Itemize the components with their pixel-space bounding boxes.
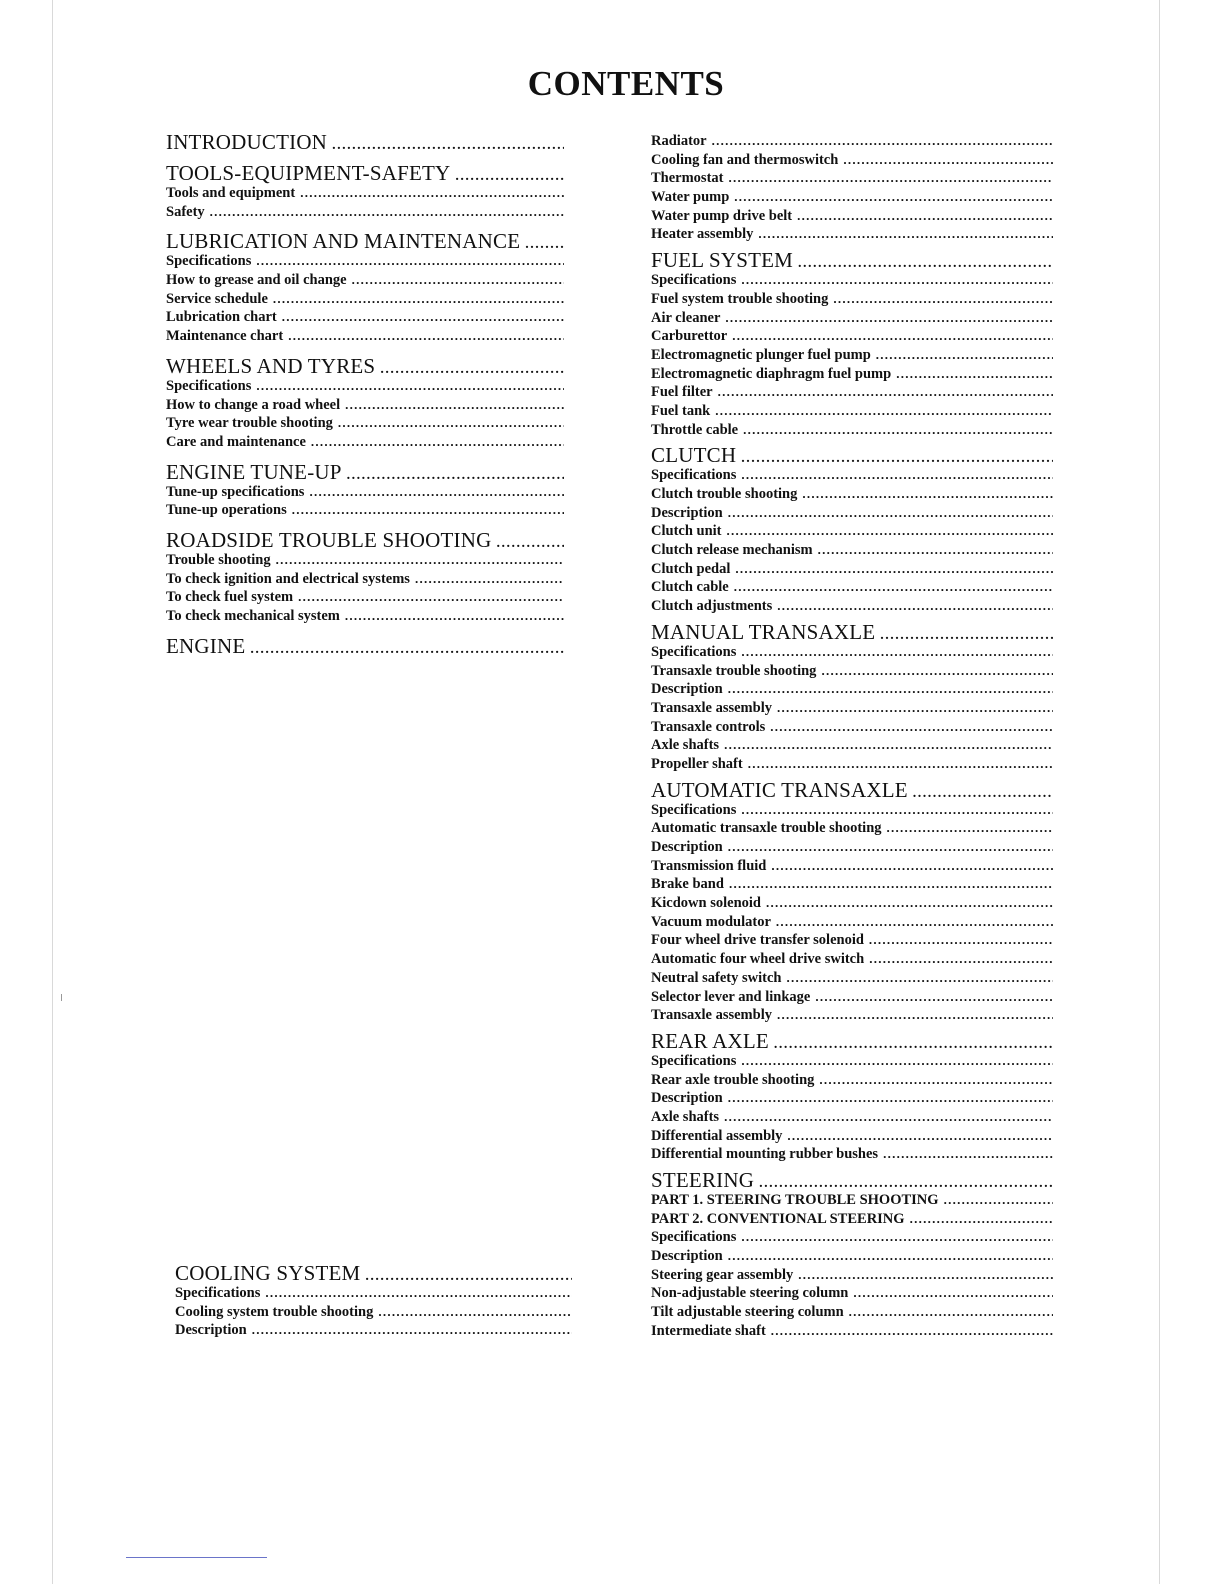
- dot-leader: [787, 1127, 1053, 1146]
- toc-entry: [651, 1052, 1053, 1071]
- toc-entry-label: Radiator: [651, 133, 707, 149]
- toc-entry-label: Tune-up specifications: [166, 483, 305, 500]
- toc-entry-label: Description: [651, 839, 723, 855]
- dot-leader: [883, 1145, 1053, 1164]
- toc-entry-label: Brake band: [651, 876, 724, 893]
- dot-leader: [880, 625, 1053, 643]
- toc-entry-label: Specifications: [651, 1229, 737, 1246]
- section-heading: [175, 1262, 572, 1284]
- toc-entry-label: Four wheel drive transfer solenoid: [651, 932, 864, 949]
- toc-entry: [651, 560, 1053, 579]
- toc-entry-label: Description: [651, 1090, 723, 1107]
- section-heading: [166, 529, 564, 551]
- dot-leader: [732, 327, 1053, 346]
- dot-leader: [843, 151, 1053, 170]
- right-page-edge: [1159, 0, 1160, 1584]
- dot-leader: [759, 1173, 1053, 1191]
- toc-entry: [651, 383, 1053, 402]
- footer-rule: [126, 1557, 267, 1558]
- section-heading-label: ROADSIDE TROUBLE SHOOTING: [166, 528, 492, 551]
- section-heading: [651, 779, 1053, 801]
- toc-entry: [651, 894, 1053, 913]
- toc-entry: [175, 1303, 572, 1322]
- dot-leader: [729, 169, 1054, 188]
- toc-entry-label: Air cleaner: [651, 309, 721, 326]
- toc-entry-label: Transaxle trouble shooting: [651, 662, 817, 679]
- section-heading: [166, 162, 564, 184]
- toc-entry: [166, 607, 564, 626]
- toc-entry-label: Specifications: [175, 1285, 261, 1301]
- toc-entry-label: Automatic transaxle trouble shooting: [651, 820, 882, 837]
- toc-entry-label: Safety: [166, 203, 205, 220]
- section-heading-label: LUBRICATION AND MAINTENANCE: [166, 230, 521, 253]
- dot-leader: [252, 1321, 572, 1340]
- toc-entry: [651, 1127, 1053, 1146]
- toc-entry-label: Description: [651, 681, 723, 698]
- section-heading-label: WHEELS AND TYRES: [166, 354, 376, 377]
- toc-entry-label: Electromagnetic diaphragm fuel pump: [651, 365, 892, 382]
- toc-entry: [166, 377, 564, 396]
- toc-entry: [651, 680, 1053, 699]
- toc-entry: [651, 988, 1053, 1007]
- dot-leader: [913, 783, 1053, 801]
- section-heading: [651, 1169, 1053, 1191]
- toc-entry-label: To check fuel system: [166, 589, 294, 606]
- dot-leader: [774, 1034, 1053, 1052]
- toc-entry-label: Water pump: [651, 189, 730, 206]
- toc-entry-label: Tilt adjustable steering column: [651, 1304, 844, 1321]
- toc-entry-label: Throttle cable: [651, 421, 739, 438]
- toc-entry: [651, 1006, 1053, 1025]
- toc-entry: [651, 1266, 1053, 1285]
- toc-entry-label: Fuel system trouble shooting: [651, 290, 829, 307]
- dot-leader: [741, 466, 1053, 485]
- toc-entry: [651, 290, 1053, 309]
- toc-entry: [651, 522, 1053, 541]
- toc-entry: [651, 857, 1053, 876]
- section-heading-label: TOOLS-EQUIPMENT-SAFETY: [166, 162, 451, 184]
- toc-entry: [651, 597, 1053, 616]
- dot-leader: [415, 570, 564, 589]
- dot-leader: [276, 551, 564, 570]
- dot-leader: [727, 522, 1053, 541]
- toc-entry: [651, 132, 1053, 151]
- dot-leader: [309, 483, 564, 502]
- dot-leader: [819, 1071, 1053, 1090]
- toc-entry: [651, 271, 1053, 290]
- dot-leader: [818, 541, 1053, 560]
- toc-entry: [651, 309, 1053, 328]
- dot-leader: [525, 234, 564, 252]
- dot-leader: [815, 988, 1053, 1007]
- dot-leader: [869, 931, 1053, 950]
- dot-leader: [777, 1006, 1053, 1025]
- dot-leader: [311, 433, 564, 452]
- dot-leader: [869, 950, 1053, 969]
- toc-entry-label: Clutch release mechanism: [651, 542, 813, 559]
- toc-entry: [166, 308, 564, 327]
- section-heading-label: MANUAL TRANSAXLE: [651, 620, 876, 643]
- dot-leader: [802, 485, 1053, 504]
- dot-leader: [910, 1210, 1053, 1229]
- section-heading-label: COOLING SYSTEM: [175, 1262, 361, 1284]
- toc-entry-label: Differential assembly: [651, 1127, 783, 1144]
- toc-entry: [651, 801, 1053, 820]
- toc-entry: [651, 969, 1053, 988]
- dot-leader: [741, 801, 1053, 820]
- toc-entry: [651, 225, 1053, 244]
- section-heading: [651, 444, 1053, 466]
- toc-entry: [651, 151, 1053, 170]
- toc-entry-label: Non-adjustable steering column: [651, 1285, 849, 1302]
- toc-entry-label: Specifications: [651, 272, 737, 289]
- dot-leader: [729, 875, 1053, 894]
- dot-leader: [715, 402, 1053, 421]
- toc-entry-label: Specifications: [651, 801, 737, 818]
- toc-entry-label: Kicdown solenoid: [651, 895, 761, 912]
- toc-entry-label: Transaxle controls: [651, 718, 766, 735]
- toc-entry-label: Axle shafts: [651, 737, 720, 754]
- dot-leader: [776, 913, 1053, 932]
- toc-entry-label: How to change a road wheel: [166, 396, 341, 413]
- dot-leader: [288, 327, 564, 346]
- toc-entry: [166, 551, 564, 570]
- toc-entry: [651, 327, 1053, 346]
- toc-entry-label: Description: [651, 1248, 723, 1265]
- dot-leader: [777, 597, 1053, 616]
- dot-leader: [743, 421, 1053, 440]
- dot-leader: [724, 736, 1053, 755]
- dot-leader: [734, 578, 1053, 597]
- toc-entry: [651, 875, 1053, 894]
- toc-entry-label: To check mechanical system: [166, 608, 340, 624]
- toc-entry: [651, 1108, 1053, 1127]
- dot-leader: [849, 1303, 1053, 1322]
- toc-entry: [651, 1247, 1053, 1266]
- dot-leader: [876, 346, 1053, 365]
- toc-entry-label: Tune-up operations: [166, 502, 287, 519]
- toc-entry-label: Service schedule: [166, 290, 268, 307]
- dot-leader: [741, 271, 1053, 290]
- toc-entry-label: Axle shafts: [651, 1108, 720, 1125]
- toc-entry: [166, 483, 564, 502]
- dot-leader: [786, 969, 1053, 988]
- toc-entry-label: Specifications: [651, 467, 737, 484]
- dot-leader: [887, 819, 1053, 838]
- toc-entry-label: Clutch pedal: [651, 560, 731, 577]
- toc-entry-label: PART 1. STEERING TROUBLE SHOOTING: [651, 1192, 939, 1208]
- dot-leader: [365, 1266, 572, 1284]
- toc-entry-label: Neutral safety switch: [651, 969, 782, 986]
- dot-leader: [292, 501, 564, 520]
- toc-entry: [651, 1191, 1053, 1210]
- toc-entry: [651, 421, 1053, 440]
- toc-entry: [166, 501, 564, 520]
- toc-entry: [166, 184, 564, 203]
- toc-entry-label: Transmission fluid: [651, 857, 767, 874]
- right-column: [651, 132, 1053, 1341]
- toc-entry: [651, 1145, 1053, 1164]
- toc-entry: [651, 718, 1053, 737]
- dot-leader: [821, 662, 1053, 681]
- dot-leader: [758, 225, 1053, 244]
- toc-entry: [651, 207, 1053, 226]
- toc-entry: [651, 662, 1053, 681]
- dot-leader: [256, 252, 564, 271]
- dot-leader: [770, 718, 1053, 737]
- toc-entry-label: Differential mounting rubber bushes: [651, 1146, 879, 1163]
- dot-leader: [455, 166, 564, 184]
- section-heading: [651, 621, 1053, 643]
- toc-entry-label: Cooling fan and thermoswitch: [651, 151, 839, 168]
- toc-entry-label: Cooling system trouble shooting: [175, 1303, 374, 1320]
- toc-entry-label: Specifications: [651, 1052, 737, 1069]
- dot-leader: [728, 1247, 1053, 1266]
- dot-leader: [798, 1266, 1053, 1285]
- toc-entry-label: Heater assembly: [651, 226, 754, 243]
- toc-entry-label: Fuel tank: [651, 402, 711, 419]
- dot-leader: [282, 308, 564, 327]
- dot-leader: [797, 207, 1053, 226]
- toc-entry-label: PART 2. CONVENTIONAL STEERING: [651, 1210, 905, 1227]
- section-heading-label: ENGINE: [166, 634, 246, 657]
- section-heading: [651, 1030, 1053, 1052]
- toc-entry: [166, 252, 564, 271]
- toc-entry-label: How to grease and oil change: [166, 272, 347, 289]
- dot-leader: [210, 203, 564, 222]
- toc-entry: [651, 365, 1053, 384]
- toc-entry: [651, 188, 1053, 207]
- toc-entry: [651, 755, 1053, 774]
- toc-entry: [651, 1303, 1053, 1322]
- dot-leader: [332, 135, 564, 153]
- toc-entry-label: Transaxle assembly: [651, 1007, 772, 1024]
- toc-entry-label: Fuel filter: [651, 384, 713, 401]
- left-column-upper: [166, 131, 564, 657]
- section-heading: [166, 230, 564, 252]
- dot-leader: [298, 588, 564, 607]
- toc-entry: [651, 838, 1053, 857]
- toc-entry: [166, 203, 564, 222]
- toc-entry: [651, 643, 1053, 662]
- toc-entry-label: Rear axle trouble shooting: [651, 1071, 815, 1088]
- section-heading: [166, 635, 564, 657]
- toc-entry-label: Care and maintenance: [166, 433, 306, 450]
- toc-entry: [651, 1322, 1053, 1341]
- dot-leader: [728, 680, 1053, 699]
- toc-entry: [651, 504, 1053, 523]
- dot-leader: [273, 290, 564, 309]
- dot-leader: [741, 448, 1053, 466]
- toc-entry: [166, 414, 564, 433]
- toc-entry-label: Specifications: [166, 253, 252, 270]
- section-heading-label: REAR AXLE: [651, 1029, 769, 1052]
- dot-leader: [724, 1108, 1053, 1127]
- dot-leader: [853, 1284, 1053, 1303]
- toc-entry-label: Clutch adjustments: [651, 598, 773, 615]
- section-heading-label: AUTOMATIC TRANSAXLE: [651, 778, 908, 801]
- dot-leader: [256, 377, 564, 396]
- toc-entry: [651, 466, 1053, 485]
- section-heading-label: CLUTCH: [651, 444, 737, 467]
- dot-leader: [725, 309, 1053, 328]
- dot-leader: [766, 894, 1053, 913]
- toc-entry-label: Automatic four wheel drive switch: [651, 951, 865, 968]
- toc-entry-label: Clutch cable: [651, 579, 729, 596]
- toc-entry: [651, 699, 1053, 718]
- toc-entry: [651, 950, 1053, 969]
- dot-leader: [777, 699, 1053, 718]
- dot-leader: [718, 383, 1053, 402]
- dot-leader: [378, 1303, 572, 1322]
- toc-entry: [166, 570, 564, 589]
- page-title: CONTENTS: [527, 64, 725, 103]
- dot-leader: [748, 755, 1053, 774]
- toc-entry: [651, 819, 1053, 838]
- dot-leader: [798, 253, 1053, 271]
- left-page-edge: [52, 0, 53, 1584]
- dot-leader: [771, 857, 1053, 876]
- toc-entry-label: Propeller shaft: [651, 755, 743, 772]
- toc-entry-label: Selector lever and linkage: [651, 988, 811, 1005]
- toc-entry-label: Tools and equipment: [166, 185, 296, 201]
- toc-entry: [166, 588, 564, 607]
- toc-entry-label: Maintenance chart: [166, 328, 284, 345]
- dot-leader: [345, 607, 564, 626]
- toc-entry-label: Electromagnetic plunger fuel pump: [651, 346, 871, 363]
- toc-entry: [651, 1071, 1053, 1090]
- toc-entry-label: To check ignition and electrical systems: [166, 570, 410, 587]
- toc-entry: [651, 1210, 1053, 1229]
- toc-entry: [651, 346, 1053, 365]
- toc-entry-label: Description: [651, 504, 723, 521]
- toc-entry: [166, 271, 564, 290]
- toc-entry-label: Vacuum modulator: [651, 913, 771, 930]
- toc-entry-label: Clutch unit: [651, 523, 722, 540]
- toc-entry-label: Intermediate shaft: [651, 1322, 766, 1339]
- dot-leader: [352, 271, 564, 290]
- toc-entry: [651, 1228, 1053, 1247]
- toc-entry-label: Water pump drive belt: [651, 207, 793, 224]
- dot-leader: [735, 560, 1053, 579]
- dot-leader: [833, 290, 1053, 309]
- toc-entry-label: Clutch trouble shooting: [651, 486, 798, 502]
- dot-leader: [741, 643, 1053, 662]
- section-heading: [651, 249, 1053, 271]
- toc-entry-label: Specifications: [166, 377, 252, 394]
- dot-leader: [380, 359, 564, 377]
- dot-leader: [300, 184, 564, 203]
- toc-entry: [651, 485, 1053, 504]
- dot-leader: [712, 132, 1053, 151]
- dot-leader: [338, 414, 564, 433]
- section-heading-label: STEERING: [651, 1169, 755, 1191]
- toc-entry-label: Transaxle assembly: [651, 699, 772, 716]
- dot-leader: [944, 1191, 1053, 1210]
- toc-entry: [651, 931, 1053, 950]
- toc-entry-label: Specifications: [651, 643, 737, 660]
- toc-entry: [166, 327, 564, 346]
- dot-leader: [728, 504, 1053, 523]
- section-heading-label: FUEL SYSTEM: [651, 249, 794, 272]
- left-column-lower: [175, 1262, 572, 1340]
- toc-entry: [651, 578, 1053, 597]
- dot-leader: [734, 188, 1053, 207]
- toc-entry-label: Steering gear assembly: [651, 1266, 794, 1283]
- dot-leader: [741, 1052, 1053, 1071]
- toc-entry: [651, 1089, 1053, 1108]
- toc-entry: [651, 402, 1053, 421]
- toc-entry: [175, 1284, 572, 1303]
- dot-leader: [741, 1228, 1053, 1247]
- toc-entry: [166, 290, 564, 309]
- section-heading: [166, 461, 564, 483]
- dot-leader: [896, 365, 1053, 384]
- dot-leader: [728, 838, 1053, 857]
- toc-entry-label: Tyre wear trouble shooting: [166, 415, 333, 432]
- toc-entry-label: Description: [175, 1322, 247, 1339]
- section-heading: [166, 131, 564, 153]
- toc-entry-label: Trouble shooting: [166, 551, 271, 568]
- toc-entry: [651, 1284, 1053, 1303]
- dot-leader: [250, 639, 564, 657]
- section-heading-label: ENGINE TUNE-UP: [166, 460, 342, 483]
- dot-leader: [265, 1284, 572, 1303]
- scan-mark: [61, 994, 62, 1001]
- toc-entry: [651, 169, 1053, 188]
- toc-entry: [166, 396, 564, 415]
- toc-entry-label: Thermostat: [651, 170, 724, 187]
- dot-leader: [345, 396, 564, 415]
- toc-entry: [651, 736, 1053, 755]
- dot-leader: [771, 1322, 1053, 1341]
- toc-entry-label: Lubrication chart: [166, 309, 277, 326]
- toc-entry: [651, 913, 1053, 932]
- toc-entry-label: Carburettor: [651, 328, 728, 345]
- dot-leader: [728, 1089, 1053, 1108]
- toc-entry: [651, 541, 1053, 560]
- toc-entry: [166, 433, 564, 452]
- section-heading: [166, 355, 564, 377]
- dot-leader: [347, 465, 564, 483]
- dot-leader: [496, 533, 564, 551]
- toc-entry: [175, 1321, 572, 1340]
- section-heading-label: INTRODUCTION: [166, 131, 328, 153]
